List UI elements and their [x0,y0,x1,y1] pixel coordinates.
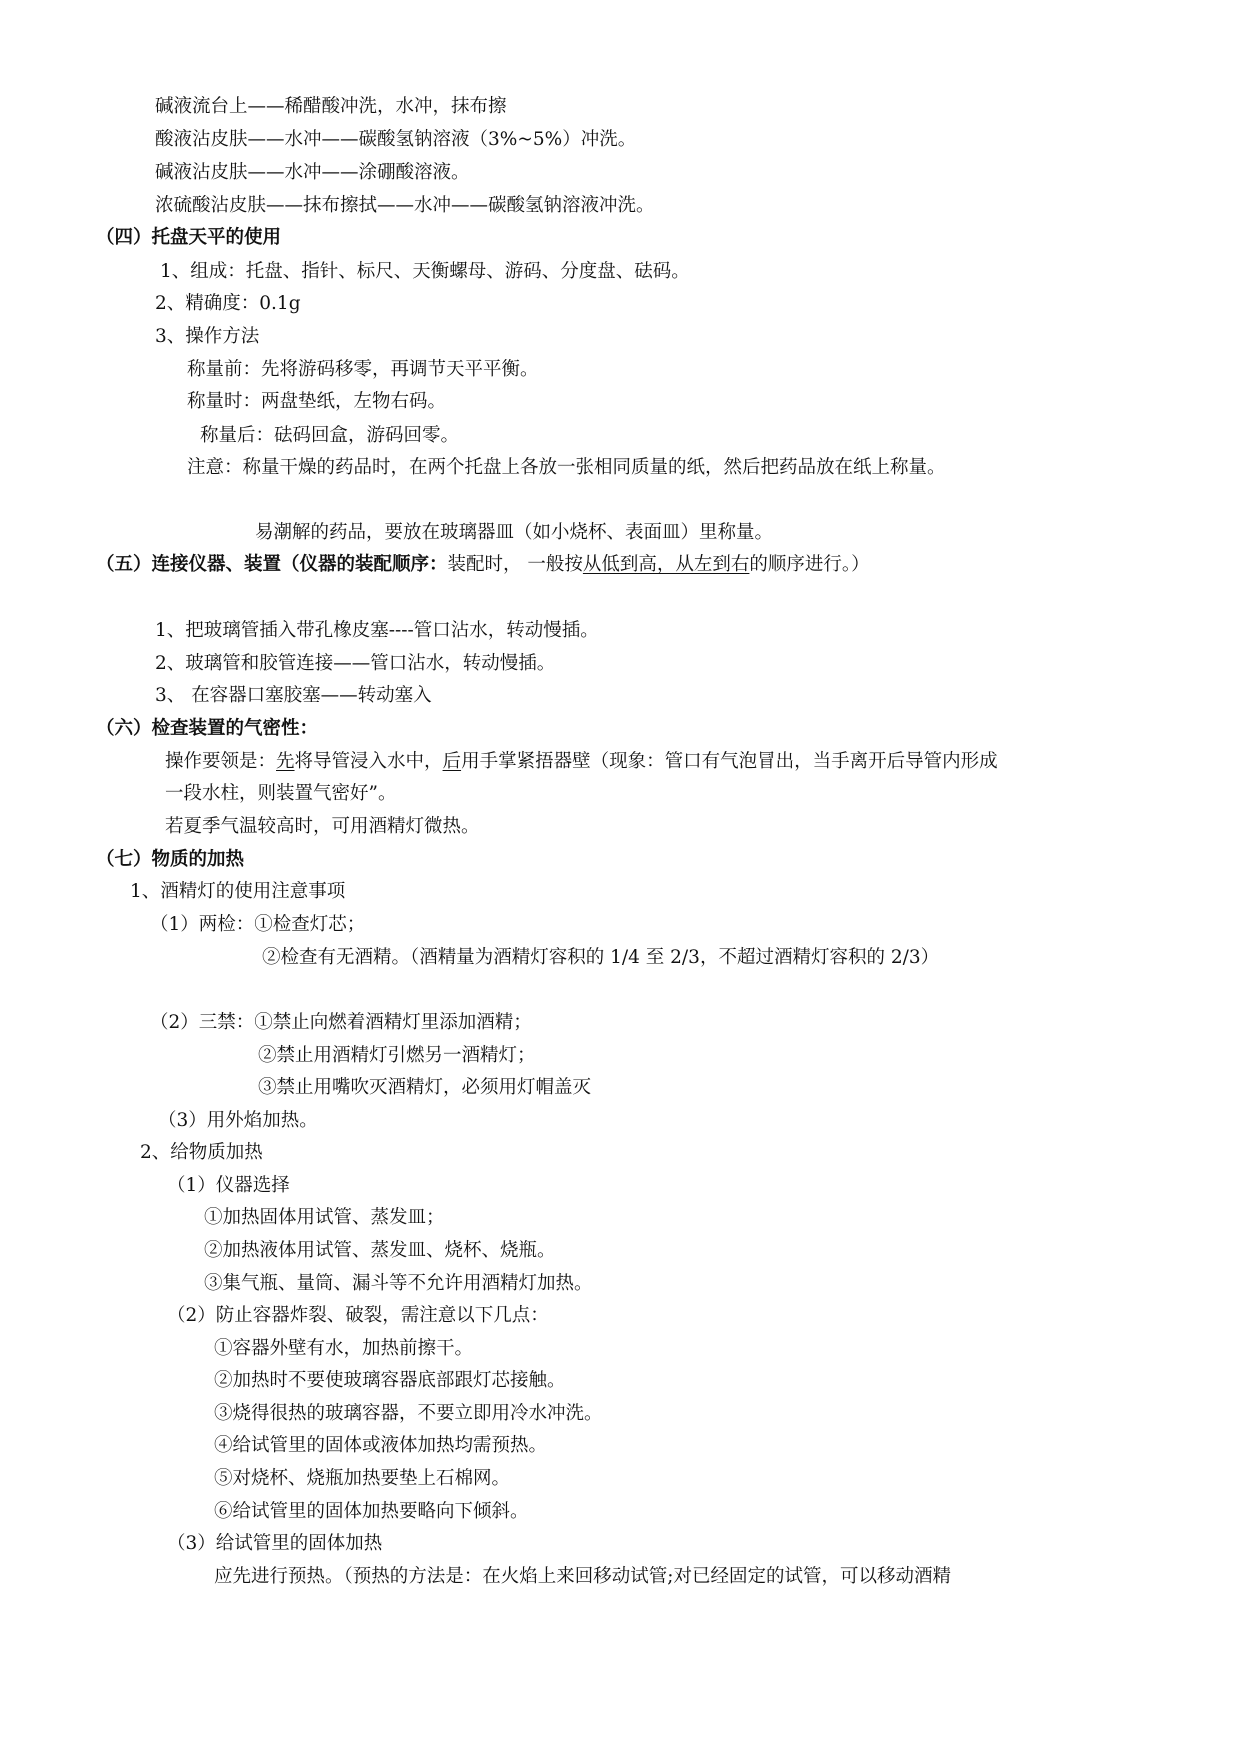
underlined-word: 先 [276,751,295,772]
text-line: 碱液沾皮肤——水冲——涂硼酸溶液。 [155,162,470,183]
text-line: 3、 在容器口塞胶塞——转动塞入 [155,685,432,706]
text-line: ③禁止用嘴吹灭酒精灯，必须用灯帽盖灭 [258,1077,592,1098]
text-line: ②检查有无酒精。（酒精量为酒精灯容积的 1/4 至 2/3，不超过酒精灯容积的 2/3） [262,947,940,968]
text-line: 2、精确度：0.1g [155,293,301,314]
text-line: 碱液流台上——稀醋酸冲洗，水冲，抹布擦 [155,96,507,117]
text-line: ②禁止用酒精灯引燃另一酒精灯； [258,1045,536,1066]
text-line [165,750,998,774]
heading-label: （五）连接仪器、装置（仪器的装配顺序： [96,554,448,575]
text-line: ④给试管里的固体或液体加热均需预热。 [214,1435,548,1456]
underlined-phrase: 从低到高，从左到右 [582,554,750,575]
section-heading-7: （七）物质的加热 [96,849,245,870]
text-run: 将导管浸入水中， [294,751,443,772]
text-line: （3）给试管里的固体加热 [167,1533,383,1554]
text-line: 称量时：两盘垫纸，左物右码。 [187,391,447,412]
text-line: 3、操作方法 [155,326,260,347]
text-line: （2）防止容器炸裂、破裂，需注意以下几点： [167,1305,549,1326]
text-line: 应先进行预热。（预热的方法是：在火焰上来回移动试管;对已经固定的试管，可以移动酒精 [214,1566,951,1587]
text-line: ①容器外壁有水，加热前擦干。 [214,1338,474,1359]
text-line: 称量后：砝码回盒，游码回零。 [200,425,460,446]
text-line: ⑤对烧杯、烧瓶加热要垫上石棉网。 [214,1468,511,1489]
text-line: 酸液沾皮肤——水冲——碳酸氢钠溶液（3%~5%）冲洗。 [155,129,637,150]
text-line: （3）用外焰加热。 [158,1110,318,1131]
text-line: ⑥给试管里的固体加热要略向下倾斜。 [214,1501,529,1522]
text-line: 易潮解的药品，要放在玻璃器皿（如小烧杯、表面皿）里称量。 [255,522,774,543]
text-run: 用手掌紧捂器壁（现象：管口有气泡冒出，当手离开后导管内形成 [461,751,998,772]
text-line: 注意：称量干燥的药品时，在两个托盘上各放一张相同质量的纸，然后把药品放在纸上称量。 [187,457,946,478]
heading-note: 装配时， 一般按 [447,554,583,575]
text-line: ②加热时不要使玻璃容器底部跟灯芯接触。 [214,1370,566,1391]
text-line: 一段水柱，则装置气密好”。 [165,783,397,804]
section-heading-5 [96,553,870,577]
text-line: 若夏季气温较高时，可用酒精灯微热。 [165,816,480,837]
text-line: 1、组成：托盘、指针、标尺、天衡螺母、游码、分度盘、砝码。 [160,261,690,282]
text-line: （1）两检：①检查灯芯； [150,914,366,935]
text-line: 2、给物质加热 [140,1142,263,1163]
underlined-word: 后 [442,751,462,772]
text-line: 称量前：先将游码移零，再调节天平平衡。 [187,359,539,380]
text-line: ③集气瓶、量筒、漏斗等不允许用酒精灯加热。 [204,1273,593,1294]
text-line: （2）三禁：①禁止向燃着酒精灯里添加酒精； [150,1012,532,1033]
section-heading-6: （六）检查装置的气密性： [96,718,319,739]
text-run: 操作要领是： [165,751,277,772]
text-line: 1、酒精灯的使用注意事项 [130,881,346,902]
text-line: ②加热液体用试管、蒸发皿、烧杯、烧瓶。 [204,1240,556,1261]
text-line: （1）仪器选择 [167,1175,290,1196]
text-line: 2、玻璃管和胶管连接——管口沾水，转动慢插。 [155,653,556,674]
text-line: 浓硫酸沾皮肤——抹布擦拭——水冲——碳酸氢钠溶液冲洗。 [155,195,655,216]
section-heading-4: （四）托盘天平的使用 [96,227,282,248]
text-line: 1、把玻璃管插入带孔橡皮塞----管口沾水，转动慢插。 [155,620,599,641]
text-line: ③烧得很热的玻璃容器，不要立即用冷水冲洗。 [214,1403,603,1424]
text-line: ①加热固体用试管、蒸发皿； [204,1207,445,1228]
heading-note: 的顺序进行。） [749,554,870,575]
